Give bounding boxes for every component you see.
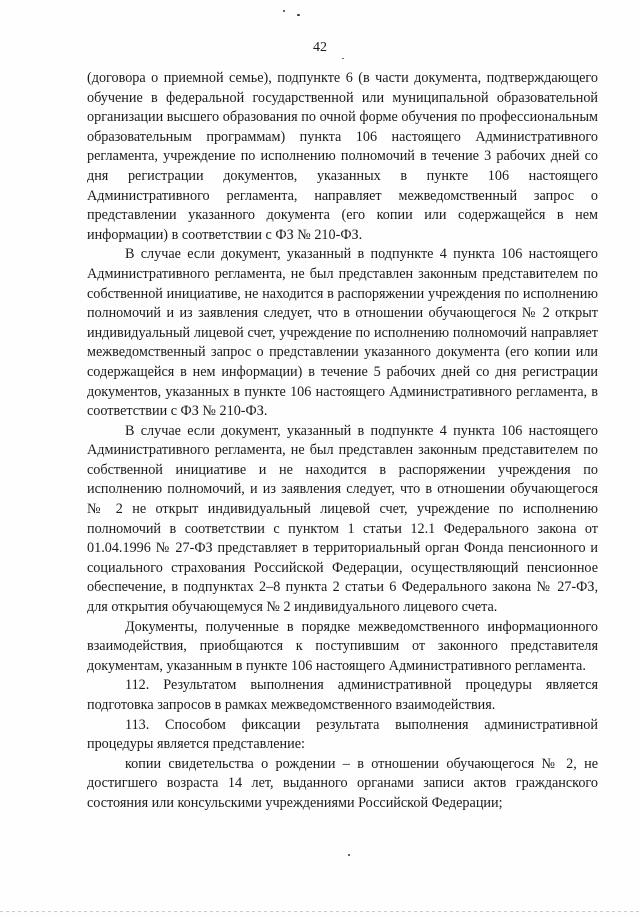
scan-speck [283,10,285,12]
paragraph-item-113: 113. Способом фиксации результата выполнения административной процедуры является представление: [87,716,598,753]
document-body [87,69,598,814]
scan-edge-line [0,911,640,912]
scan-speck [297,14,300,16]
scan-speck [348,854,350,856]
page-number: 42 [313,40,327,55]
paragraph: В случае если документ, указанный в подпункте 4 пункта 106 настоящего Административного регламента, не был представлен законным представителем по собственной инициативе и не находится в распоряжении учреждения по исполнению полномочий, и из заявления следует, что в отношении обучающегося № 2 не открыт индивидуальный лицевой счет, учреждение по исполнению полномочий в соответствии с пунктом 1 статьи 12.1 Федерального закона от 01.04.1996 № 27-ФЗ представляет в территориальный орган Фонда пенсионного и социального страхования Российской Федерации, осуществляющий пенсионное обеспечение, в подпунктах 2–8 пункта 2 статьи 6 Федерального закона № 27-ФЗ, для открытия обучающемуся № 2 индивидуального лицевого счета. [87,422,598,616]
paragraph: Документы, полученные в порядке межведомственного информационного взаимодействия, приобщаются к поступившим от законного представителя документам, указанным в пункте 106 настоящего Административного регламента. [87,618,598,674]
scan-speck [342,58,344,59]
paragraph: В случае если документ, указанный в подпункте 4 пункта 106 настоящего Административного регламента, не был представлен законным представителем по собственной инициативе, не находится в распоряжении учреждения по исполнению полномочий и из заявления следует, что в отношении обучающегося № 2 открыт индивидуальный лицевой счет, учреждение по исполнению полномочий направляет межведомственный запрос о представлении указанного документа (его копии или содержащейся в нем информации) в течение 5 рабочих дней со дня регистрации документов, указанных в пункте 106 настоящего Административного регламента, в соответствии с ФЗ № 210-ФЗ. [87,246,598,420]
paragraph: копии свидетельства о рождении – в отношении обучающегося № 2, не достигшего возраста 14 лет, выданного органами записи актов гражданского состояния или консульскими учреждениями Российской Федерации; [87,755,598,811]
paragraph-item-112: 112. Результатом выполнения административной процедуры является подготовка запросов в рамках межведомственного взаимодействия. [87,677,598,713]
paragraph: (договора о приемной семье), подпункте 6 (в части документа, подтверждающего обучение в федеральной государственной или муниципальной образовательной организации высшего образования по очной форме обучения по профессиональным образовательным программам) пункта 106 настоящего Административного регламента, учреждение по исполнению полномочий в течение 3 рабочих дней со дня регистрации документов, указанных в пункте 106 настоящего Административного регламента, направляет межведомственный запрос о представлении указанного документа (его копии или содержащейся в нем информации) в соответствии с ФЗ № 210-ФЗ. [87,70,598,243]
